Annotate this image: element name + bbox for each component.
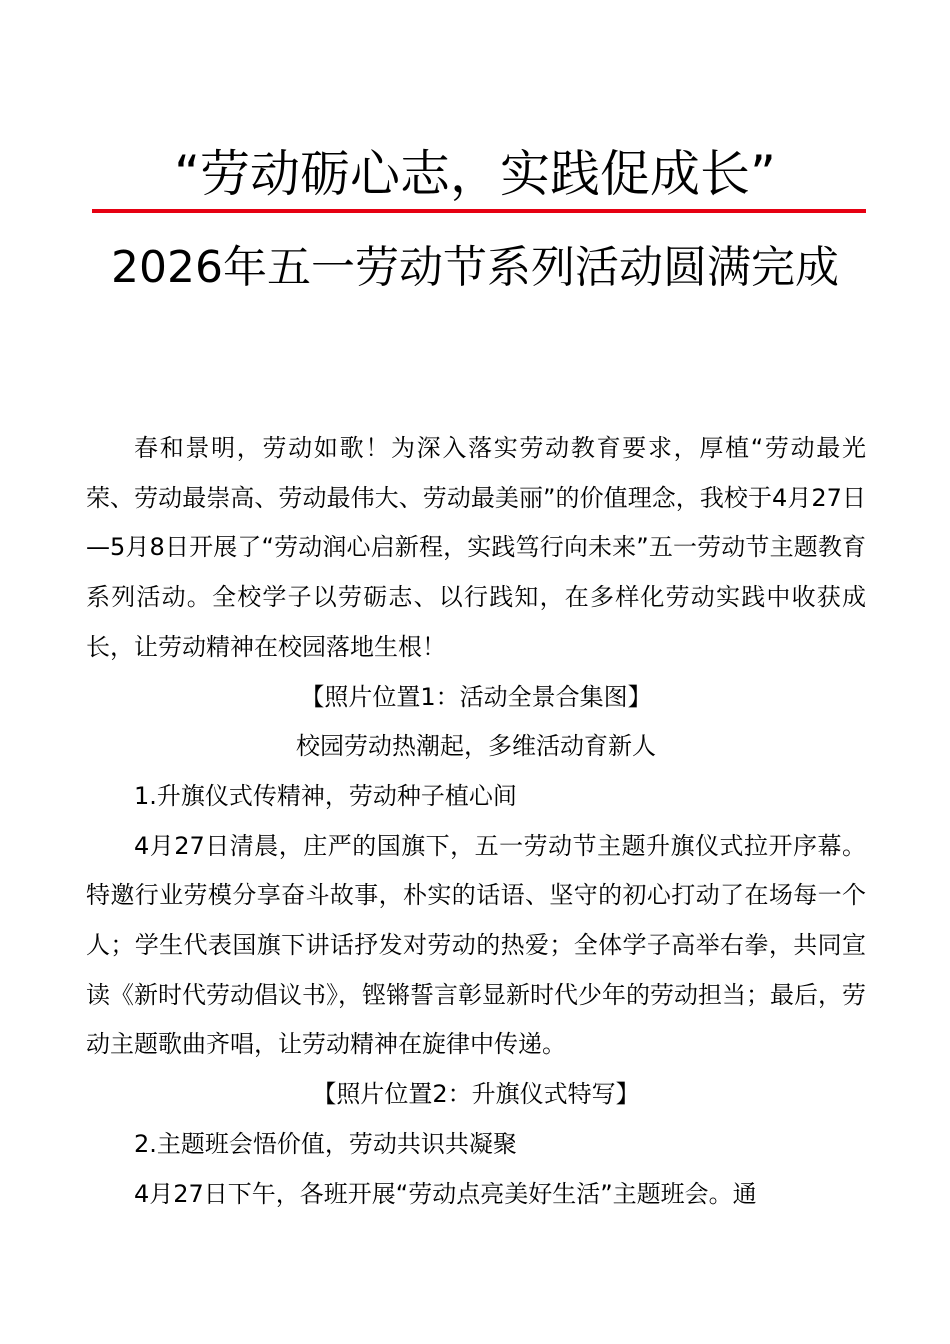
paragraph-class-meeting: 4月27日下午，各班开展“劳动点亮美好生活”主题班会。通 xyxy=(134,1179,757,1208)
photo-placeholder-1: 【照片位置1：活动全景合集图】 xyxy=(300,682,652,711)
title-line-1: “劳动砺心志，实践促成长” xyxy=(174,145,776,203)
paragraph-flag-ceremony: 4月27日清晨，庄严的国旗下，五一劳动节主题升旗仪式拉开序幕。特邀行业劳模分享奋斗故事，朴实的话语、坚守的初心打动了在场每一个人；学生代表国旗下讲话抒发对劳动的热爱；全体学子高举右拳，共同宣读《新时代劳动倡议书》，铿锵誓言彰显新时代少年的劳动担当；最后，劳动主题歌曲齐唱，让劳动精神在旋律中传递。 xyxy=(86,831,866,1059)
intro-paragraph: 春和景明，劳动如歌！为深入落实劳动教育要求，厚植“劳动最光荣、劳动最崇高、劳动最伟大、劳动最美丽”的价值理念，我校于4月27日—5月8日开展了“劳动润心启新程，实践笃行向未来”五一劳动节主题教育系列活动。全校学子以劳砺志、以行践知，在多样化劳动实践中收获成长，让劳动精神在校园落地生根！ xyxy=(86,434,866,661)
photo-placeholder-2: 【照片位置2：升旗仪式特写】 xyxy=(312,1080,640,1109)
section-heading-2: 2.主题班会悟价值，劳动共识共凝聚 xyxy=(134,1129,517,1158)
document-body xyxy=(86,424,866,1219)
section-heading-1: 1.升旗仪式传精神，劳动种子植心间 xyxy=(134,781,517,810)
section-subtitle: 校园劳动热潮起，多维活动育新人 xyxy=(296,732,656,761)
title-line-2: 2026年五一劳动节系列活动圆满完成 xyxy=(111,242,839,293)
title-red-rule xyxy=(92,209,866,213)
